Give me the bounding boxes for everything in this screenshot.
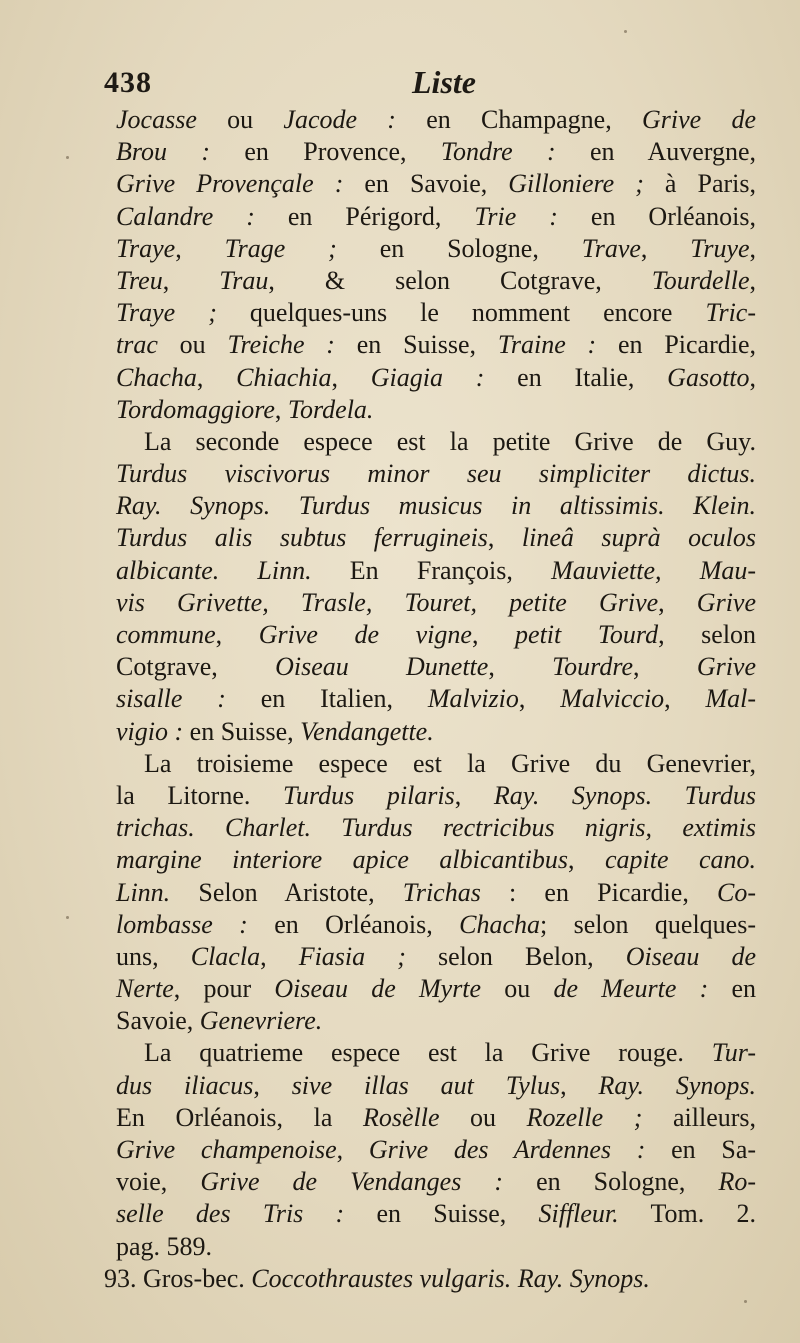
italic-segment: vigio : — [116, 716, 184, 746]
italic-segment: Turdus viscivorus minor seu simpliciter dictus. — [116, 459, 756, 489]
italic-segment: Turdus alis subtus ferrugineis — [116, 523, 488, 553]
text-line — [116, 844, 756, 876]
text-segment: voie, — [116, 1167, 201, 1197]
italic-segment: Trichas — [402, 877, 481, 907]
text-segment: en Suisse, — [344, 1199, 539, 1229]
text-segment: en Sologne, — [336, 233, 582, 263]
italic-segment: Grive — [696, 652, 757, 682]
italic-segment: vis Grivette, Trasle, Touret, petite Grive — [116, 587, 659, 617]
text-segment: , — [196, 362, 237, 392]
italic-segment: Trie : — [474, 201, 558, 231]
text-line — [116, 104, 756, 136]
text-segment: en Suisse, — [334, 330, 498, 360]
italic-segment: sisalle : — [116, 684, 226, 714]
italic-segment: Grive de Vendanges : — [200, 1167, 504, 1197]
text-segment: , — [633, 652, 697, 682]
text-segment: , — [518, 684, 561, 714]
italic-segment: lineâ suprà oculos — [521, 523, 756, 553]
italic-segment: Trave — [581, 233, 641, 263]
italic-segment: selle des Tris : — [116, 1199, 345, 1229]
text-line — [116, 877, 756, 909]
text-line — [116, 1070, 756, 1102]
italic-segment: Coccothraustes vulgaris. Ray. Synops. — [251, 1263, 650, 1293]
text-segment: en Suisse, — [183, 716, 301, 746]
italic-segment: trichas. Charlet. Turdus rectricibus nigris, extimis — [116, 813, 756, 843]
italic-segment: Brou : — [116, 137, 211, 167]
text-line — [116, 522, 756, 554]
text-segment: , — [336, 1135, 369, 1164]
text-line — [116, 587, 756, 619]
italic-segment: Tondre : — [440, 137, 556, 167]
text-segment: la Litorne. — [116, 780, 283, 810]
running-title: Liste — [412, 64, 476, 100]
italic-segment: Gasotto — [667, 362, 750, 392]
text-line — [116, 1166, 756, 1198]
text-segment: , — [454, 780, 494, 810]
italic-segment: Chiachia — [236, 362, 332, 392]
italic-segment: Tordomaggiore — [116, 394, 275, 424]
text-segment: Selon Aristote, — [170, 877, 403, 907]
text-segment: ou — [157, 330, 228, 360]
text-line — [116, 426, 756, 458]
italic-segment: dus iliacus — [116, 1070, 254, 1100]
italic-segment: sive illas aut Tylus — [291, 1070, 561, 1100]
text-segment: , — [253, 1070, 292, 1100]
italic-segment: Jocasse — [116, 105, 197, 134]
italic-segment: Treiche : — [227, 330, 335, 360]
text-segment: quelques-uns le nomment encore — [216, 298, 706, 328]
text-segment: , — [487, 523, 522, 553]
text-line — [116, 812, 756, 844]
text-segment: 93. Gros-bec. — [104, 1263, 252, 1293]
italic-segment: Mal- — [705, 684, 757, 714]
paper-speck — [624, 30, 627, 33]
text-line — [116, 136, 756, 168]
text-segment: en Orléanois, — [557, 201, 756, 231]
italic-segment: capite cano. — [604, 845, 756, 875]
text-line — [116, 329, 756, 361]
italic-segment: Gilloniere ; — [508, 169, 644, 199]
italic-segment: petit Tourd — [515, 620, 659, 649]
text-segment: ou — [196, 105, 284, 134]
italic-segment: Jacode : — [283, 105, 396, 134]
text-segment: , — [274, 394, 288, 424]
italic-segment: Traye — [116, 233, 176, 263]
italic-segment: Malviccio — [560, 684, 665, 714]
text-line — [116, 233, 756, 265]
italic-segment: Trau — [219, 265, 269, 295]
text-line — [116, 1198, 756, 1230]
italic-segment: Turdus pilaris — [282, 780, 455, 810]
text-line — [116, 1005, 756, 1037]
italic-segment: Chacha — [116, 362, 197, 392]
body-text — [104, 104, 757, 1295]
text-segment: En François, — [311, 555, 552, 585]
text-segment: ; selon quelques- — [540, 909, 757, 939]
text-line — [116, 201, 756, 233]
text-segment: Tom. 2. — [618, 1199, 757, 1229]
text-segment: à Paris, — [643, 169, 757, 199]
italic-segment: Ray. Synops. — [598, 1070, 757, 1100]
text-segment: en Orléanois, — [247, 909, 460, 939]
italic-segment: Tric- — [705, 298, 757, 328]
text-segment: , & selon Cotgrave, — [268, 265, 652, 295]
italic-segment: Grive champenoise — [116, 1135, 337, 1164]
text-line — [116, 651, 756, 683]
text-segment: , — [664, 684, 706, 714]
italic-segment: de Meurte : — [553, 974, 709, 1004]
italic-segment: Mauviette, Mau- — [551, 555, 757, 585]
text-line — [116, 265, 756, 297]
text-segment: en Italien, — [225, 684, 428, 714]
italic-segment: commune — [116, 620, 216, 649]
text-segment: : en Picardie, — [480, 877, 718, 907]
text-line — [116, 909, 756, 941]
text-line — [116, 1134, 756, 1166]
italic-segment: lombasse : — [116, 909, 248, 939]
text-line — [116, 941, 756, 973]
text-line — [116, 1231, 756, 1263]
text-segment: , — [162, 265, 220, 295]
italic-segment: Rosèlle — [362, 1102, 440, 1132]
text-line — [116, 362, 756, 394]
italic-segment: Fiasia ; — [298, 941, 406, 971]
text-segment: , — [260, 941, 299, 971]
text-segment: , — [749, 265, 756, 295]
text-segment: En Orléanois, la — [116, 1102, 363, 1132]
italic-segment: Tourdre — [552, 652, 634, 682]
text-line — [116, 458, 756, 490]
text-line — [116, 490, 756, 522]
text-segment: en Sa- — [645, 1135, 757, 1164]
text-line — [116, 780, 756, 812]
italic-segment: Calandre : — [116, 201, 255, 231]
italic-segment: Ro- — [718, 1167, 756, 1197]
italic-segment: Vendangette. — [300, 716, 434, 746]
text-line — [116, 973, 756, 1005]
text-segment: La seconde espece est la petite Grive de Guy. — [144, 426, 756, 456]
text-line — [116, 683, 756, 715]
text-segment: , pour — [173, 974, 275, 1004]
text-segment: La quatrieme espece est la Grive rouge. — [144, 1038, 712, 1068]
paper-speck — [744, 1300, 747, 1303]
italic-segment: Nerte — [116, 974, 174, 1004]
text-line — [116, 1037, 756, 1069]
italic-segment: Truye — [690, 233, 750, 263]
italic-segment: Tordela. — [287, 394, 374, 424]
text-segment: ou — [439, 1102, 527, 1132]
text-segment: , — [567, 845, 605, 875]
text-line — [116, 394, 756, 426]
text-segment: , selon — [658, 620, 757, 649]
text-line — [116, 168, 756, 200]
text-segment: , — [640, 233, 691, 263]
italic-segment: Tur- — [711, 1038, 756, 1068]
paper-speck — [66, 156, 69, 159]
italic-segment: margine interiore apice albicantibus — [116, 845, 568, 875]
italic-segment: Rozelle ; — [526, 1102, 643, 1132]
italic-segment: Trage ; — [224, 233, 337, 263]
italic-segment: Siffleur. — [538, 1199, 619, 1229]
italic-segment: Linn. — [116, 877, 171, 907]
text-segment: Cotgrave, — [116, 652, 276, 682]
text-segment: , — [215, 620, 259, 649]
italic-segment: Oiseau de Myrte — [274, 974, 482, 1004]
italic-segment: Grive de — [641, 105, 756, 134]
text-line — [116, 297, 756, 329]
italic-segment: Grive — [696, 587, 756, 617]
text-segment: , — [471, 620, 516, 649]
text-line — [116, 619, 756, 651]
text-segment: en Périgord, — [254, 201, 475, 231]
text-segment: en Provence, — [210, 137, 441, 167]
italic-segment: Oiseau de — [625, 941, 757, 971]
text-segment: en Auvergne, — [555, 137, 756, 167]
text-segment: , — [658, 587, 697, 617]
italic-segment: Co- — [717, 877, 757, 907]
text-line — [116, 748, 756, 780]
paper-speck — [66, 916, 69, 919]
italic-segment: Ray. Synops. Turdus — [493, 780, 756, 810]
text-segment: La troisieme espece est la Grive du Genevrier, — [144, 748, 756, 778]
italic-segment: Traine : — [497, 330, 597, 360]
text-line — [116, 555, 756, 587]
text-segment: selon Belon, — [405, 941, 626, 971]
italic-segment: Chacha — [459, 909, 541, 939]
text-segment: , — [749, 233, 757, 263]
text-line — [104, 1263, 756, 1295]
text-segment: ou — [481, 974, 554, 1004]
text-segment: en Italie, — [484, 362, 668, 392]
text-segment: , — [560, 1070, 599, 1100]
text-line — [116, 716, 756, 748]
page-header — [0, 62, 800, 106]
italic-segment: Oiseau Dunette — [275, 652, 489, 682]
italic-segment: Ray. Synops. Turdus musicus in altissimis. Klein. — [116, 491, 756, 521]
text-segment: ailleurs, — [642, 1102, 757, 1132]
italic-segment: Genevriere. — [199, 1006, 323, 1036]
italic-segment: Tourdelle — [651, 265, 750, 295]
italic-segment: Treu — [116, 265, 163, 295]
italic-segment: trac — [116, 330, 158, 360]
italic-segment: Grive de vigne — [258, 620, 472, 649]
text-segment: en Savoie, — [343, 169, 509, 199]
text-segment: en — [708, 974, 756, 1004]
text-segment: Savoie, — [116, 1006, 200, 1036]
italic-segment: Clacla — [190, 941, 261, 971]
text-segment: , — [749, 362, 757, 392]
text-segment: en Picardie, — [596, 330, 757, 360]
text-segment: pag. 589. — [116, 1231, 213, 1261]
text-segment: en Champagne, — [395, 105, 642, 134]
text-segment: uns, — [116, 941, 191, 971]
italic-segment: Traye ; — [116, 298, 217, 328]
italic-segment: Giagia : — [370, 362, 485, 392]
text-line — [116, 1102, 756, 1134]
text-segment: , — [175, 233, 225, 263]
italic-segment: albicante. Linn. — [116, 555, 312, 585]
page-number: 438 — [104, 66, 152, 99]
text-segment: , — [488, 652, 553, 682]
text-segment: , — [331, 362, 371, 392]
italic-segment: Grive des Ardennes : — [368, 1135, 646, 1164]
italic-segment: Grive Provençale : — [116, 169, 344, 199]
italic-segment: Malvizio — [427, 684, 519, 714]
text-segment: en Sologne, — [503, 1167, 719, 1197]
